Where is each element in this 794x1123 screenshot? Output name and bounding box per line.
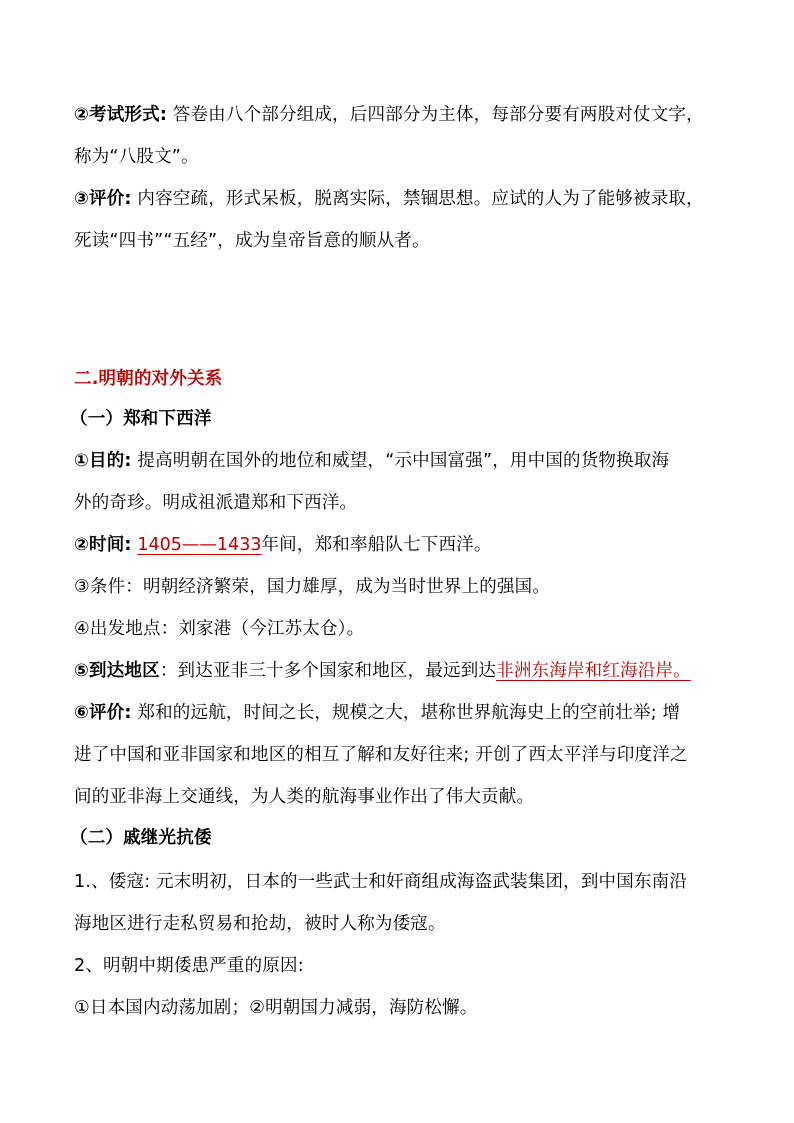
evaluation-text-1: 内容空疏，形式呆板，脱离实际，禁锢思想。应试的人为了能够被录取， — [137, 189, 704, 209]
exam-form-text-1: 答卷由八个部分组成，后四部分为主体，每部分要有两股对仗文字， — [172, 105, 704, 125]
subsection-qijiguang-title: （二）戚继光抗倭 — [70, 828, 212, 848]
reason-text: ①日本国内动荡加剧；②明朝国力减弱，海防松懈。 — [74, 998, 478, 1018]
evaluation-line-2 — [74, 228, 724, 254]
arrive-line — [74, 658, 724, 684]
departure-line: ④出发地点：刘家港（今江苏太仓）。 — [74, 619, 365, 639]
eval-line-3: 间的亚非海上交通线，为人类的航海事业作出了伟大贡献。 — [74, 787, 535, 807]
eval-text-1: 郑和的远航，时间之长，规模之大，堪称世界航海史上的空前壮举; 增 — [137, 703, 681, 723]
arrive-value: 非洲东海岸和红海沿岸。 — [496, 661, 691, 681]
section-title: 二.明朝的对外关系 — [74, 369, 223, 389]
wokou-line-2: 海地区进行走私贸易和抢劫，被时人称为倭寇。 — [74, 914, 446, 934]
purpose-text-1: 提高明朝在国外的地位和威望，“示中国富强”，用中国的货物换取海 — [137, 451, 670, 471]
evaluation-text-2: 死读“四书”“五经”，成为皇帝旨意的顺从者。 — [74, 231, 430, 251]
purpose-line-1 — [74, 448, 724, 474]
condition-line: ③条件：明朝经济繁荣，国力雄厚，成为当时世界上的强国。 — [74, 577, 551, 597]
exam-form-line-1 — [74, 102, 724, 128]
time-rest: 年间，郑和率船队七下西洋。 — [261, 535, 492, 555]
wokou-line-1: 1.、倭寇: 元末明初，日本的一些武士和奸商组成海盗武装集团，到中国东南沿 — [74, 872, 688, 892]
exam-form-label: ②考试形式: — [74, 105, 168, 125]
evaluation-label: ③评价: — [74, 189, 132, 209]
exam-form-text-2: 称为“八股文”。 — [74, 147, 199, 167]
time-line — [74, 532, 724, 558]
arrive-text: ：到达亚非三十多个国家和地区，最远到达 — [159, 661, 497, 681]
purpose-line-2 — [74, 490, 724, 516]
eval-label: ⑥评价: — [74, 703, 132, 723]
exam-form-line-2 — [74, 144, 724, 170]
arrive-label: ⑤到达地区 — [74, 661, 160, 681]
reason-title: 2、明朝中期倭患严重的原因: — [74, 956, 304, 976]
evaluation-line-1 — [74, 186, 724, 212]
eval-line-2: 进了中国和亚非国家和地区的相互了解和友好往来; 开创了西太平洋与印度洋之 — [74, 745, 688, 765]
time-label: ②时间: — [74, 535, 132, 555]
time-value: 1405——1433 — [137, 535, 262, 555]
purpose-text-2: 外的奇珍。明成祖派遣郑和下西洋。 — [74, 493, 358, 513]
purpose-label: ①目的: — [74, 451, 132, 471]
eval-line-1 — [74, 700, 724, 726]
subsection-zhenghe-title: （一）郑和下西洋 — [70, 409, 212, 429]
